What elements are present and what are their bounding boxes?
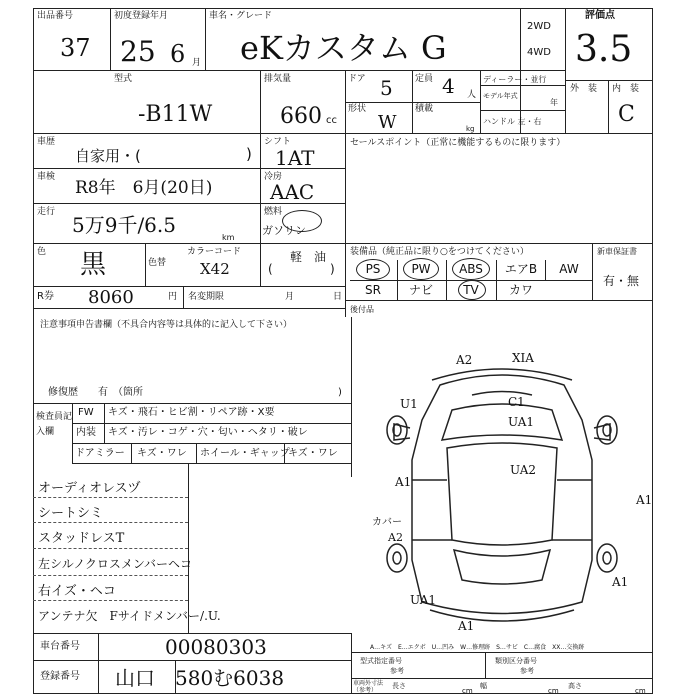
fuel-paren-open: ( bbox=[268, 262, 273, 276]
displacement-value: 660 bbox=[280, 104, 322, 129]
equip-ps: PS bbox=[365, 262, 381, 276]
color-label: 色 bbox=[37, 247, 47, 257]
grade-label: 評価点 bbox=[585, 10, 615, 21]
name-change-day: 日 bbox=[333, 292, 343, 302]
name-change-month: 月 bbox=[285, 292, 295, 302]
circle-pw bbox=[403, 258, 439, 280]
interior-row-text: キズ・汚レ・コゲ・穴・匂い・ヘタリ・破レ bbox=[108, 427, 308, 438]
mileage-label: 走行 bbox=[37, 207, 56, 217]
note-left-sill: 左シルノクロスメンバーヘコ bbox=[38, 557, 193, 571]
width-cm: cm bbox=[548, 687, 559, 695]
mark-u1: U1 bbox=[400, 397, 418, 411]
load-label: 積載 bbox=[415, 104, 434, 114]
fw-label: FW bbox=[78, 407, 94, 418]
equip-tv: TV bbox=[463, 283, 479, 297]
height-cm: cm bbox=[635, 687, 646, 695]
mark-a2-top: A2 bbox=[456, 353, 473, 367]
door-value: 5 bbox=[380, 76, 393, 100]
inspection-label: 車検 bbox=[37, 172, 56, 182]
history-label: 車歴 bbox=[37, 137, 56, 147]
recycle-label: R券 bbox=[37, 291, 54, 302]
new-car-warranty-label: 新車保証書 bbox=[597, 247, 637, 256]
lot-number-value: 37 bbox=[60, 34, 91, 62]
2wd-label: 2WD bbox=[527, 21, 551, 32]
shift-label: シフト bbox=[264, 137, 292, 147]
displacement-unit: cc bbox=[326, 115, 337, 126]
mark-a1-bottom: A1 bbox=[458, 619, 475, 633]
width-label: 幅 bbox=[480, 682, 487, 690]
mileage-unit: km bbox=[222, 233, 235, 242]
equipment-label: 装備品（純正品に限り○をつけてください） bbox=[350, 247, 529, 257]
repair-history-close: ) bbox=[338, 387, 342, 398]
wheel-gap-text: キズ・ワレ bbox=[288, 448, 338, 459]
first-registration-month: 6 bbox=[170, 40, 186, 68]
model-value: -B11W bbox=[138, 102, 213, 127]
color-code-value: X42 bbox=[200, 260, 230, 278]
door-label: ドア bbox=[348, 74, 366, 84]
fuel-label: 燃料 bbox=[264, 207, 283, 217]
handle-label: ハンドル 左・右 bbox=[483, 117, 542, 126]
circle-abs bbox=[452, 258, 490, 280]
color-code-label: カラーコード bbox=[187, 247, 242, 257]
door-mirror-label: ドアミラー bbox=[75, 448, 125, 459]
car-name-value: eKカスタム G bbox=[240, 29, 447, 67]
mark-a2-left: A2 bbox=[388, 531, 403, 544]
interior-row-label: 内装 bbox=[76, 427, 96, 438]
interior-label: 内 装 bbox=[612, 84, 640, 94]
first-registration-label: 初度登録年月 bbox=[114, 11, 169, 21]
mark-ua2: UA2 bbox=[510, 463, 537, 477]
model-year-unit: 年 bbox=[550, 98, 558, 107]
plate-number-label: 登録番号 bbox=[40, 671, 80, 682]
model-year-label: モデル年式 bbox=[483, 92, 518, 100]
repair-history-label: 修復歴 有 （箇所 bbox=[48, 387, 143, 398]
fuel-paren-close: ) bbox=[330, 262, 335, 276]
mark-ua1-rear: UA1 bbox=[410, 593, 437, 607]
size-label: 車両外寸法（参考） bbox=[353, 680, 384, 694]
frame-number-label: 車台番号 bbox=[40, 641, 80, 652]
shape-label: 形状 bbox=[348, 104, 367, 114]
door-mirror-text: キズ・ワレ bbox=[137, 448, 187, 459]
mark-xia: XIA bbox=[512, 351, 534, 365]
color-value: 黒 bbox=[80, 250, 107, 280]
length-label: 長さ bbox=[392, 682, 406, 690]
equip-navi: ナビ bbox=[408, 283, 433, 297]
equip-aw: AW bbox=[559, 262, 579, 276]
class-label: 類別区分番号 bbox=[495, 657, 537, 665]
capacity-label: 定員 bbox=[415, 74, 434, 84]
interior-value: C bbox=[618, 102, 635, 127]
new-car-warranty-value: 有・無 bbox=[603, 274, 640, 288]
mark-a1-right: A1 bbox=[636, 493, 653, 507]
wheel-gap-label: ホイール・ギャップ bbox=[200, 448, 290, 459]
mark-c1: C1 bbox=[508, 395, 525, 409]
length-cm: cm bbox=[462, 687, 473, 695]
grade-value: 3.5 bbox=[575, 29, 633, 70]
equip-sr: SR bbox=[365, 283, 381, 297]
aircon-label: 冷房 bbox=[264, 172, 283, 182]
fuel-value: ガソリン bbox=[262, 224, 306, 237]
mark-a1-left: A1 bbox=[395, 475, 412, 489]
fuel-circle bbox=[282, 210, 322, 232]
equip-pw: PW bbox=[411, 262, 431, 276]
history-value: 自家用・( bbox=[75, 147, 141, 165]
model-label: 型式 bbox=[114, 74, 133, 84]
note-studless: スタッドレスT bbox=[38, 531, 125, 546]
inspection-value: R8年 6月(20日) bbox=[75, 178, 213, 198]
car-name-label: 車名・グレード bbox=[209, 11, 273, 21]
recycle-value: 8060 bbox=[88, 287, 134, 308]
type-cert-ref: 参考 bbox=[390, 667, 404, 675]
load-unit: kg bbox=[466, 125, 475, 133]
first-registration-year: 25 bbox=[120, 35, 156, 68]
lot-number-label: 出品番号 bbox=[37, 11, 74, 21]
class-ref: 参考 bbox=[520, 667, 534, 675]
equip-abs: ABS bbox=[459, 262, 483, 276]
history-close: ) bbox=[246, 145, 252, 163]
recycle-unit: 円 bbox=[168, 292, 178, 302]
equip-airbag: エアB bbox=[504, 262, 538, 276]
mileage-value: 5万9千/6.5 bbox=[72, 213, 176, 237]
aftermarket-label: 後付品 bbox=[350, 305, 374, 314]
dealer-label: ディーラー・並行 bbox=[483, 75, 547, 84]
aircon-value: AAC bbox=[270, 180, 315, 204]
height-label: 高さ bbox=[568, 682, 582, 690]
notes-label: 注意事項申告書欄（不具合内容等は具体的に記入して下さい） bbox=[40, 320, 293, 330]
car-body-diagram bbox=[352, 340, 652, 640]
frame-number-value: 00080303 bbox=[165, 635, 267, 659]
color-change-label: 色替 bbox=[148, 258, 167, 268]
4wd-label: 4WD bbox=[527, 47, 551, 58]
circle-tv bbox=[458, 280, 486, 300]
note-audio-less: オーディオレスヅ bbox=[38, 481, 141, 496]
capacity-value: 4 bbox=[442, 74, 455, 98]
mark-ua1-top: UA1 bbox=[508, 415, 535, 429]
month-unit: 月 bbox=[192, 58, 202, 68]
shift-value: 1AT bbox=[275, 146, 315, 170]
type-cert-label: 型式指定番号 bbox=[360, 657, 402, 665]
mark-cover: カバー bbox=[372, 517, 402, 528]
capacity-unit: 人 bbox=[467, 90, 477, 100]
exterior-label: 外 装 bbox=[570, 84, 598, 94]
circle-ps bbox=[356, 259, 390, 280]
plate-number-value: 山口 580む6038 bbox=[115, 666, 285, 690]
displacement-label: 排気量 bbox=[264, 74, 292, 84]
fw-text: キズ・飛石・ヒビ割・リペア跡・X要 bbox=[108, 407, 275, 418]
note-antenna: アンテナ欠 Fサイドメンバー/.U. bbox=[38, 609, 221, 623]
shape-value: W bbox=[378, 112, 397, 133]
note-seat-stain: シートシミ bbox=[38, 506, 104, 521]
equip-leather: カワ bbox=[508, 283, 533, 297]
fuel-light-oil: 軽 油 bbox=[290, 250, 327, 264]
damage-legend: A…キズ E…エクボ U…凹み W…修理跡 S…サビ C…腐食 XX…交換跡 bbox=[370, 644, 585, 651]
mark-a1-rear-right: A1 bbox=[612, 575, 629, 589]
name-change-label: 名変期限 bbox=[188, 292, 225, 302]
inspector-label: 検査員記入欄 bbox=[36, 412, 73, 437]
sales-point-label: セールスポイント（正常に機能するものに限ります） bbox=[350, 138, 566, 148]
note-right: 右イズ・ヘコ bbox=[38, 584, 116, 599]
